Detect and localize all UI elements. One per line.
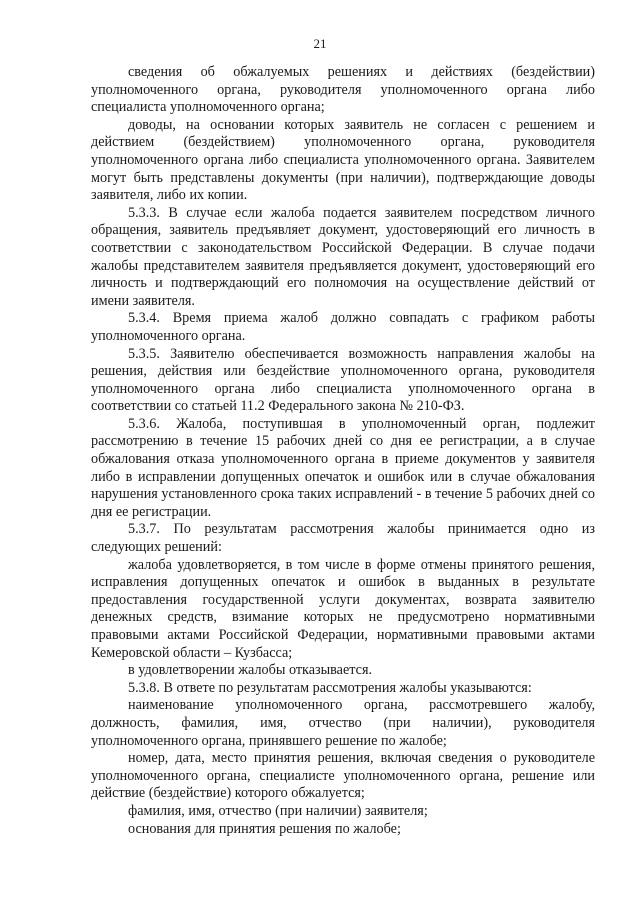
paragraph: 5.3.7. По результатам рассмотрения жалобы принимается одно из следующих решений: (91, 521, 595, 556)
paragraph: фамилия, имя, отчество (при наличии) заявителя; (128, 802, 428, 819)
paragraph: 5.3.6. Жалоба, поступившая в уполномоченный орган, подлежит рассмотрению в течение 15 рабочих дней со дня ее регистрации, а в случае обжалования отказа уполномоченного органа в приеме документов у заявителя либо в исправлении допущенных опечаток и ошибок или в случае обжалования нарушения установленного срока таких исправлений - в течение 5 рабочих дней со дня ее регистрации. (91, 415, 595, 520)
paragraph: 5.3.5. Заявителю обеспечивается возможность направления жалобы на решения, действия или бездействие уполномоченного органа, руководителя уполномоченного органа либо специалиста уполномоченного органа в соответствии со статьей 11.2 Федерального закона № 210-ФЗ. (91, 345, 595, 415)
page-number: 21 (313, 36, 327, 51)
paragraph: основания для принятия решения по жалобе; (128, 820, 401, 837)
paragraph: жалоба удовлетворяется, в том числе в форме отмены принятого решения, исправления допущенных опечаток и ошибок в выданных в результате предоставления государственной услуги документах, возврата заявителю денежных средств, взимание которых не предусмотрено нормативными правовыми актами Российской Федерации, нормативными правовыми актами Кемеровской области – Кузбасса; (91, 556, 595, 661)
paragraph: в удовлетворении жалобы отказывается. (128, 662, 373, 679)
document-body (91, 64, 595, 838)
paragraph: сведения об обжалуемых решениях и действиях (бездействии) уполномоченного органа, руководителя уполномоченного органа либо специалиста уполномоченного органа; (91, 64, 595, 116)
paragraph: 5.3.8. В ответе по результатам рассмотрения жалобы указываются: (128, 679, 532, 696)
paragraph: наименование уполномоченного органа, рассмотревшего жалобу, должность, фамилия, имя, отчество (при наличии), руководителя уполномоченного органа, принявшего решение по жалобе; (91, 697, 595, 749)
paragraph: 5.3.3. В случае если жалоба подается заявителем посредством личного обращения, заявитель предъявляет документ, удостоверяющий его личность в соответствии с законодательством Российской Федерации. В случае подачи жалобы представителем заявителя предъявляется документ, удостоверяющий его личность и подтверждающий его полномочия на осуществление действий от имени заявителя. (91, 204, 595, 309)
paragraph: номер, дата, место принятия решения, включая сведения о руководителе уполномоченного органа, специалисте уполномоченного органа, решение или действие (бездействие) которого обжалуется; (91, 750, 595, 802)
paragraph: доводы, на основании которых заявитель не согласен с решением и действием (бездействием) уполномоченного органа, руководителя уполномоченного органа либо специалиста уполномоченного органа. Заявителем могут быть представлены документы (при наличии), подтверждающие доводы заявителя, либо их копии. (91, 116, 595, 204)
paragraph: 5.3.4. Время приема жалоб должно совпадать с графиком работы уполномоченного органа. (91, 310, 595, 344)
